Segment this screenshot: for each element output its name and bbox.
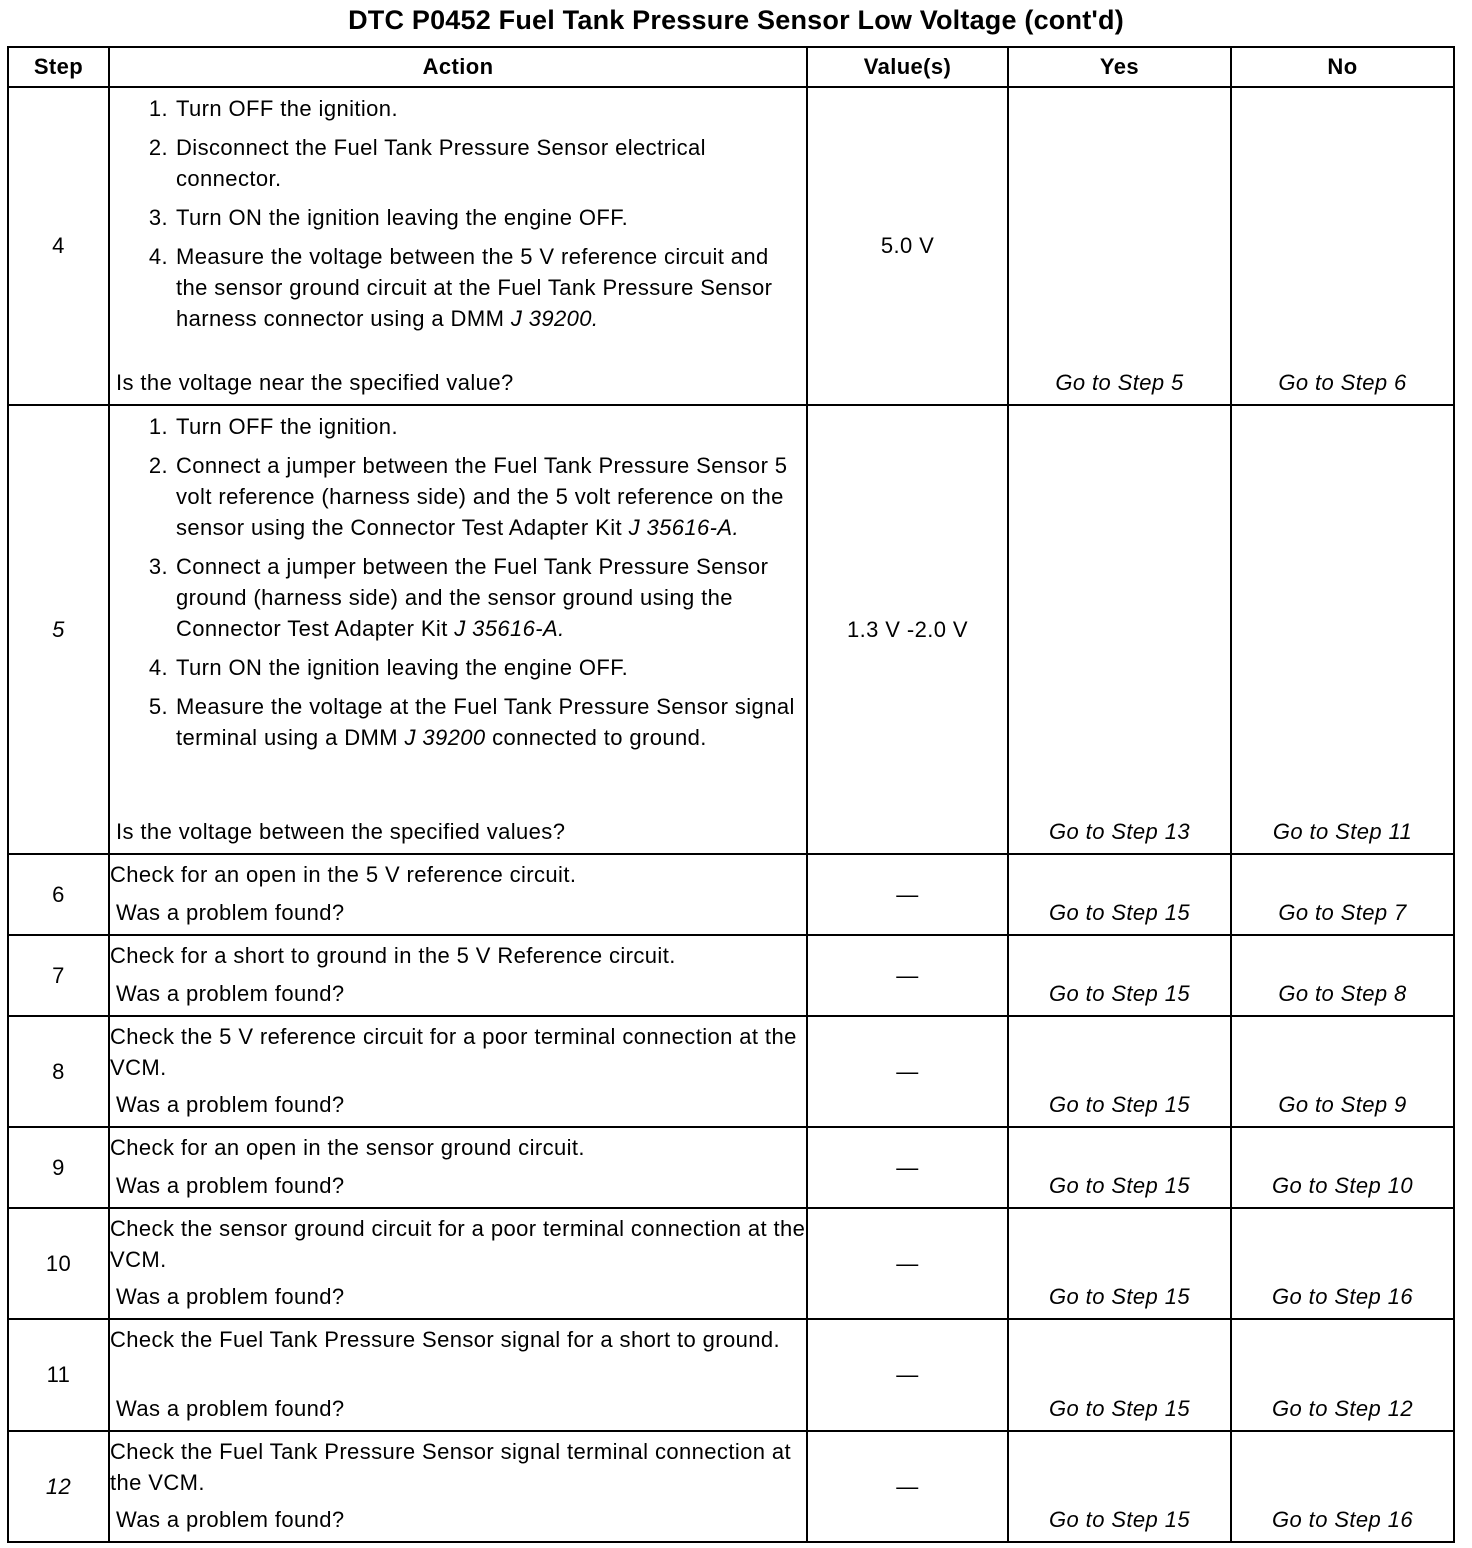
action-cell: [109, 87, 807, 405]
value-cell: —: [807, 1319, 1008, 1431]
no-goto-link: Go to Step 7: [1278, 900, 1407, 925]
action-steps-list: [110, 93, 806, 334]
yes-cell: [1008, 935, 1231, 1016]
no-cell: [1231, 87, 1454, 405]
yes-goto-link: Go to Step 15: [1049, 1396, 1190, 1421]
action-cell: [109, 1431, 807, 1542]
table-row-step-10: [8, 1208, 1454, 1319]
yes-cell: [1008, 1431, 1231, 1542]
yes-cell: [1008, 854, 1231, 935]
no-cell: [1231, 405, 1454, 854]
list-item: 1. Turn OFF the ignition.: [148, 96, 398, 121]
no-goto-link: Go to Step 16: [1272, 1284, 1413, 1309]
step-question: Was a problem found?: [116, 1396, 345, 1421]
list-item: 3. Turn ON the ignition leaving the engine OFF.: [148, 205, 629, 230]
step-question: Was a problem found?: [116, 1284, 345, 1309]
check-instruction: Check the Fuel Tank Pressure Sensor signal terminal connection at the VCM.: [110, 1439, 792, 1495]
table-row-step-7: [8, 935, 1454, 1016]
no-cell: [1231, 935, 1454, 1016]
list-item: 5. Measure the voltage at the Fuel Tank Pressure Sensor signal terminal using a DMM J 39200 connected to ground.: [148, 694, 795, 750]
header-yes: Yes: [1008, 47, 1231, 87]
yes-cell: [1008, 87, 1231, 405]
action-cell: [109, 405, 807, 854]
yes-cell: [1008, 1127, 1231, 1208]
value-cell: 1.3 V -2.0 V: [807, 405, 1008, 854]
yes-goto-link: Go to Step 15: [1049, 1092, 1190, 1117]
step-question: Was a problem found?: [116, 981, 345, 1006]
tool-reference: J 39200: [404, 725, 486, 750]
action-cell: [109, 1208, 807, 1319]
step-number: 9: [8, 1127, 109, 1208]
list-item: 4. Turn ON the ignition leaving the engine OFF.: [148, 655, 629, 680]
yes-goto-link: Go to Step 15: [1049, 1284, 1190, 1309]
value-cell: —: [807, 935, 1008, 1016]
table-row-step-11: [8, 1319, 1454, 1431]
yes-goto-link: Go to Step 15: [1049, 900, 1190, 925]
list-item: 1. Turn OFF the ignition.: [148, 414, 398, 439]
no-cell: [1231, 854, 1454, 935]
diagnostic-table: [7, 46, 1455, 1543]
value-cell: —: [807, 1127, 1008, 1208]
step-number: 5: [8, 405, 109, 854]
check-instruction: Check for an open in the sensor ground circuit.: [110, 1135, 585, 1160]
step-question: Was a problem found?: [116, 1173, 345, 1198]
no-goto-link: Go to Step 9: [1278, 1092, 1407, 1117]
list-item: 4. Measure the voltage between the 5 V reference circuit and the sensor ground circuit at the Fuel Tank Pressure Sensor harness connector using a DMM J 39200.: [148, 244, 773, 331]
tool-reference: J 39200.: [510, 306, 599, 331]
step-question: Is the voltage near the specified value?: [116, 370, 514, 395]
action-cell: [109, 854, 807, 935]
action-cell: [109, 1016, 807, 1127]
yes-cell: [1008, 1016, 1231, 1127]
no-cell: [1231, 1431, 1454, 1542]
step-question: Was a problem found?: [116, 1507, 345, 1532]
action-steps-list: [110, 411, 806, 753]
no-cell: [1231, 1319, 1454, 1431]
step-question: Is the voltage between the specified values?: [116, 819, 566, 844]
list-item: 3. Connect a jumper between the Fuel Tank Pressure Sensor ground (harness side) and the sensor ground using the Connector Test Adapter Kit J 35616-A.: [148, 554, 769, 641]
yes-cell: [1008, 405, 1231, 854]
no-cell: [1231, 1016, 1454, 1127]
yes-goto-link: Go to Step 15: [1049, 1173, 1190, 1198]
table-row-step-12: [8, 1431, 1454, 1542]
no-goto-link: Go to Step 6: [1278, 370, 1407, 395]
no-goto-link: Go to Step 10: [1272, 1173, 1413, 1198]
value-cell: —: [807, 1208, 1008, 1319]
header-values: Value(s): [807, 47, 1008, 87]
header-step: Step: [8, 47, 109, 87]
value-cell: —: [807, 1016, 1008, 1127]
action-cell: [109, 935, 807, 1016]
check-instruction: Check the sensor ground circuit for a poor terminal connection at the VCM.: [110, 1216, 806, 1272]
no-goto-link: Go to Step 8: [1278, 981, 1407, 1006]
list-item: 2. Connect a jumper between the Fuel Tank Pressure Sensor 5 volt reference (harness side) and the 5 volt reference on the sensor using the Connector Test Adapter Kit J 35616-A.: [148, 453, 788, 540]
tool-reference: J 35616-A.: [628, 515, 739, 540]
tool-reference: J 35616-A.: [454, 616, 565, 641]
yes-goto-link: Go to Step 13: [1049, 819, 1190, 844]
action-cell: [109, 1319, 807, 1431]
step-number: 10: [8, 1208, 109, 1319]
check-instruction: Check for a short to ground in the 5 V Reference circuit.: [110, 943, 676, 968]
step-question: Was a problem found?: [116, 900, 345, 925]
step-number: 12: [8, 1431, 109, 1542]
value-cell: —: [807, 1431, 1008, 1542]
header-no: No: [1231, 47, 1454, 87]
table-row-step-4: [8, 87, 1454, 405]
step-number: 4: [8, 87, 109, 405]
step-number: 6: [8, 854, 109, 935]
table-header-row: [8, 47, 1454, 87]
list-item: 2. Disconnect the Fuel Tank Pressure Sensor electrical connector.: [148, 135, 706, 191]
yes-goto-link: Go to Step 15: [1049, 981, 1190, 1006]
no-cell: [1231, 1127, 1454, 1208]
step-question: Was a problem found?: [116, 1092, 345, 1117]
table-row-step-6: [8, 854, 1454, 935]
no-goto-link: Go to Step 11: [1272, 819, 1413, 844]
yes-goto-link: Go to Step 5: [1055, 370, 1184, 395]
step-number: 8: [8, 1016, 109, 1127]
value-cell: —: [807, 854, 1008, 935]
action-cell: [109, 1127, 807, 1208]
value-cell: 5.0 V: [807, 87, 1008, 405]
step-number: 11: [8, 1319, 109, 1431]
table-row-step-8: [8, 1016, 1454, 1127]
yes-cell: [1008, 1208, 1231, 1319]
no-goto-link: Go to Step 12: [1272, 1396, 1413, 1421]
no-cell: [1231, 1208, 1454, 1319]
header-action: Action: [109, 47, 807, 87]
check-instruction: Check the 5 V reference circuit for a poor terminal connection at the VCM.: [110, 1024, 797, 1080]
check-instruction: Check for an open in the 5 V reference circuit.: [110, 862, 577, 887]
page-title: DTC P0452 Fuel Tank Pressure Sensor Low Voltage (cont'd): [348, 5, 1124, 35]
check-instruction: Check the Fuel Tank Pressure Sensor signal for a short to ground.: [110, 1327, 781, 1352]
step-number: 7: [8, 935, 109, 1016]
yes-cell: [1008, 1319, 1231, 1431]
table-row-step-9: [8, 1127, 1454, 1208]
table-row-step-5: [8, 405, 1454, 854]
no-goto-link: Go to Step 16: [1272, 1507, 1413, 1532]
yes-goto-link: Go to Step 15: [1049, 1507, 1190, 1532]
